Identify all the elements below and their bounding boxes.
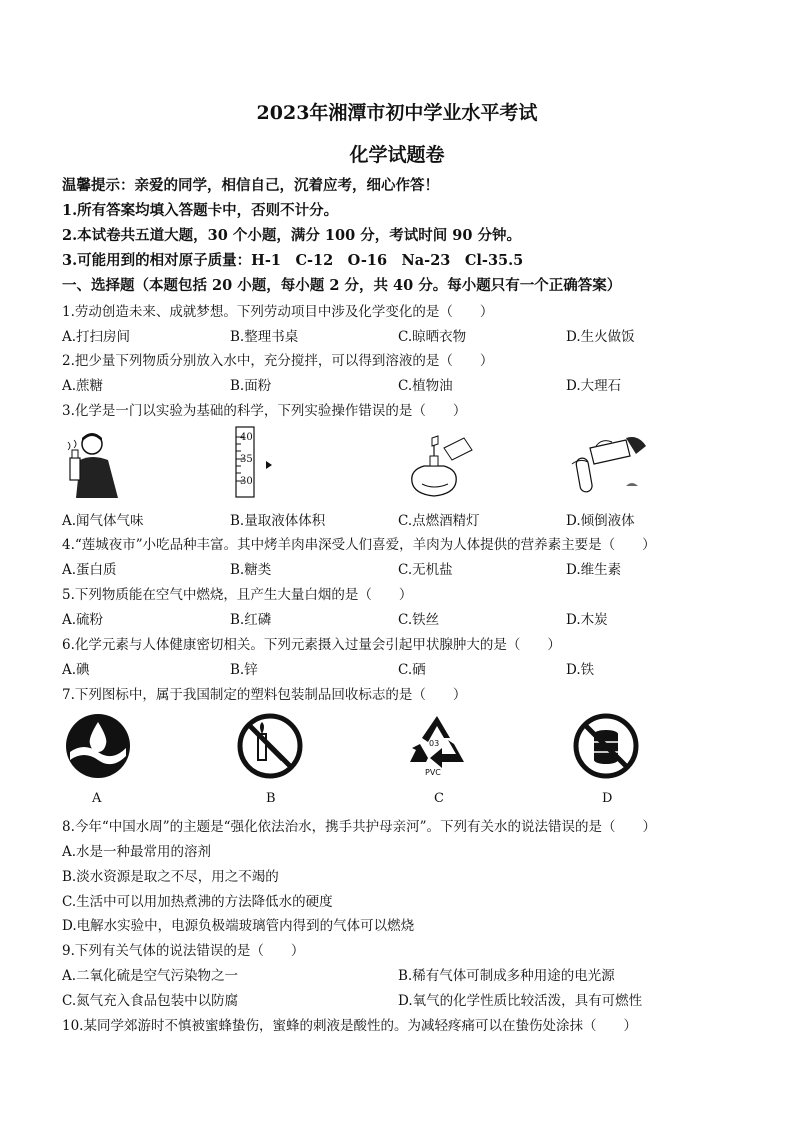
option: B.锌 [230,662,258,678]
smell-gas-illustration [62,428,132,500]
option: A.碘 [62,662,90,678]
option: B.糖类 [230,562,272,578]
pour-liquid-illustration [566,428,661,500]
recycle-label: PVC [425,768,441,777]
option: A.二氧化硫是空气污染物之一 [62,968,239,984]
no-barrel-icon [572,712,640,780]
option: B.红磷 [230,612,272,628]
graduated-cylinder-illustration [228,425,288,500]
note-1: 1.所有答案均填入答题卡中，否则不计分。 [62,202,339,219]
option: D.铁 [566,662,595,678]
option: D.生火做饭 [566,329,635,345]
cylinder-tick-label: 40 [240,432,253,443]
option: B.面粉 [230,378,272,394]
question-stem: 5.下列物质能在空气中燃烧，且产生大量白烟的是（ ） [62,587,413,603]
option: B.整理书桌 [230,329,299,345]
option: C.点燃酒精灯 [398,513,480,529]
option: A.水是一种最常用的溶剂 [62,844,212,860]
option: D.大理石 [566,378,622,394]
option: C.晾晒衣物 [398,329,467,345]
option: A.硫粉 [62,612,104,628]
option: A.蛋白质 [62,562,117,578]
option: D.木炭 [566,612,608,628]
alcohol-lamp-illustration [402,432,477,502]
section-heading: 一、选择题（本题包括 20 小题，每小题 2 分，共 40 分。每小题只有一个正确答案） [62,277,622,294]
question-stem: 6.化学元素与人体健康密切相关。下列元素摄入过量会引起甲状腺肿大的是（ ） [62,637,561,653]
option: B.稀有气体可制成多种用途的电光源 [398,968,615,984]
cylinder-tick-label: 30 [240,476,253,487]
figure-label: D [602,791,613,806]
figure-label: B [266,791,276,806]
option: B.淡水资源是取之不尽，用之不竭的 [62,869,279,885]
option: D.电解水实验中，电源负极端玻璃管内得到的气体可以燃烧 [62,918,415,934]
option: D.倾倒液体 [566,513,635,529]
option: C.无机盐 [398,562,453,578]
question-stem: 1.劳动创造未来、成就梦想。下列劳动项目中涉及化学变化的是（ ） [62,304,494,320]
question-stem: 8.今年“中国水周”的主题是“强化依法治水，携手共护母亲河”。下列有关水的说法错误的是（ ） [62,819,656,835]
water-saving-icon [64,712,132,780]
figure-label: A [92,791,102,806]
no-fire-icon [236,712,304,780]
option: D.氧气的化学性质比较活泼，具有可燃性 [398,993,643,1009]
option: C.铁丝 [398,612,440,628]
question-stem: 10.某同学郊游时不慎被蜜蜂蛰伤，蜜蜂的刺液是酸性的。为减轻疼痛可以在蛰伤处涂抹（ ） [62,1018,637,1034]
recycle-code: 03 [429,739,440,748]
question-stem: 4.“莲城夜市”小吃品种丰富。其中烤羊肉串深受人们喜爱，羊肉为人体提供的营养素主要是（ ） [62,537,656,553]
question-stem: 7.下列图标中，属于我国制定的塑料包装制品回收标志的是（ ） [62,687,467,703]
question-stem: 2.把少量下列物质分别放入水中，充分搅拌，可以得到溶液的是（ ） [62,353,494,369]
page-title: 2023年湘潭市初中学业水平考试 [256,102,538,124]
option: D.维生素 [566,562,622,578]
option: C.氮气充入食品包装中以防腐 [62,993,239,1009]
option: A.闻气体气味 [62,513,144,529]
option: C.生活中可以用加热煮沸的方法降低水的硬度 [62,894,333,910]
option: C.硒 [398,662,426,678]
option: A.打扫房间 [62,329,131,345]
cylinder-tick-label: 35 [240,454,253,465]
question-stem: 9.下列有关气体的说法错误的是（ ） [62,943,305,959]
note-3: 3.可能用到的相对原子质量：H-1 C-12 O-16 Na-23 Cl-35.5 [62,252,524,269]
tip-line: 温馨提示：亲爱的同学，相信自己，沉着应考，细心作答！ [62,177,439,194]
option: C.植物油 [398,378,453,394]
note-2: 2.本试卷共五道大题，30 个小题，满分 100 分，考试时间 90 分钟。 [62,227,521,244]
option: B.量取液体体积 [230,513,326,529]
option: A.蔗糖 [62,378,104,394]
question-stem: 3.化学是一门以实验为基础的科学，下列实验操作错误的是（ ） [62,403,467,419]
figure-label: C [434,791,444,806]
page-subtitle: 化学试题卷 [349,144,445,166]
